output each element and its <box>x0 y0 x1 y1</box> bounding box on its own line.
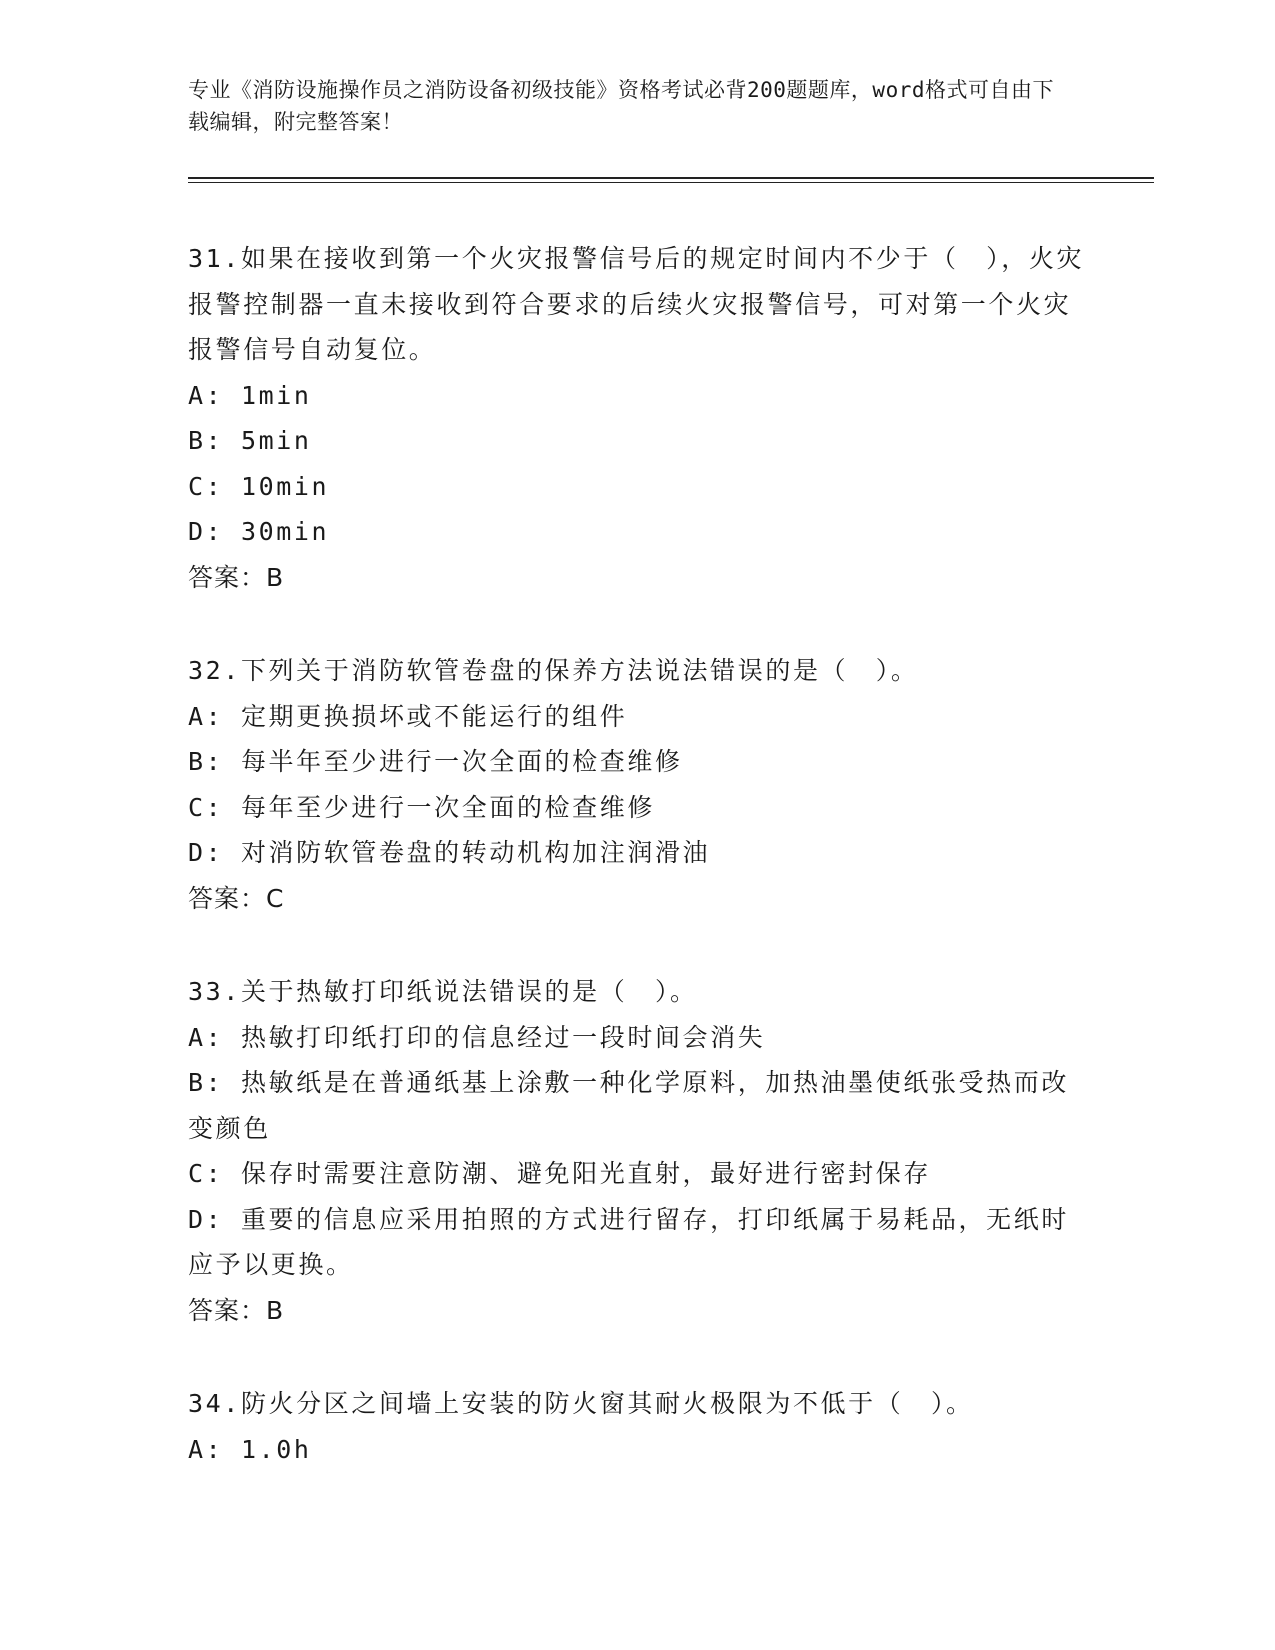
option-c: C: 10min <box>188 471 330 501</box>
question-32 <box>188 648 1088 921</box>
option-a: A: 1min <box>188 380 312 410</box>
answer-line: 答案：B <box>188 562 285 592</box>
question-stem: 34.防火分区之间墙上安装的防火窗其耐火极限为不低于（ ）。 <box>188 1389 974 1418</box>
option-b: B: 每半年至少进行一次全面的检查维修 <box>188 747 683 776</box>
question-34 <box>188 1381 1088 1472</box>
option-a: A: 1.0h <box>188 1434 312 1464</box>
answer-line: 答案：B <box>188 1295 285 1325</box>
question-stem: 33.关于热敏打印纸说法错误的是（ ）。 <box>188 977 698 1006</box>
option-b: B: 热敏纸是在普通纸基上涂敷一种化学原料，加热油墨使纸张受热而改变颜色 <box>188 1068 1069 1143</box>
option-d: D: 对消防软管卷盘的转动机构加注润滑油 <box>188 838 711 867</box>
option-c: C: 保存时需要注意防潮、避免阳光直射，最好进行密封保存 <box>188 1159 931 1188</box>
option-a: A: 热敏打印纸打印的信息经过一段时间会消失 <box>188 1022 766 1052</box>
option-a: A: 定期更换损坏或不能运行的组件 <box>188 701 628 731</box>
question-33 <box>188 969 1088 1333</box>
question-stem: 32.下列关于消防软管卷盘的保养方法说法错误的是（ ）。 <box>188 656 919 685</box>
question-31 <box>188 236 1088 600</box>
header-divider <box>188 177 1154 183</box>
question-list <box>188 236 1088 1520</box>
question-stem: 31.如果在接收到第一个火灾报警信号后的规定时间内不少于（ ），火灾报警控制器一直未接收到符合要求的后续火灾报警信号，可对第一个火灾报警信号自动复位。 <box>188 244 1085 364</box>
option-d: D: 30min <box>188 517 330 546</box>
option-b: B: 5min <box>188 426 312 455</box>
answer-line: 答案：C <box>188 883 285 913</box>
option-d: D: 重要的信息应采用拍照的方式进行留存，打印纸属于易耗品，无纸时应予以更换。 <box>188 1204 1069 1279</box>
document-header: 专业《消防设施操作员之消防设备初级技能》资格考试必背200题题库，word格式可自由下载编辑，附完整答案！ <box>188 78 1054 134</box>
option-c: C: 每年至少进行一次全面的检查维修 <box>188 792 655 822</box>
